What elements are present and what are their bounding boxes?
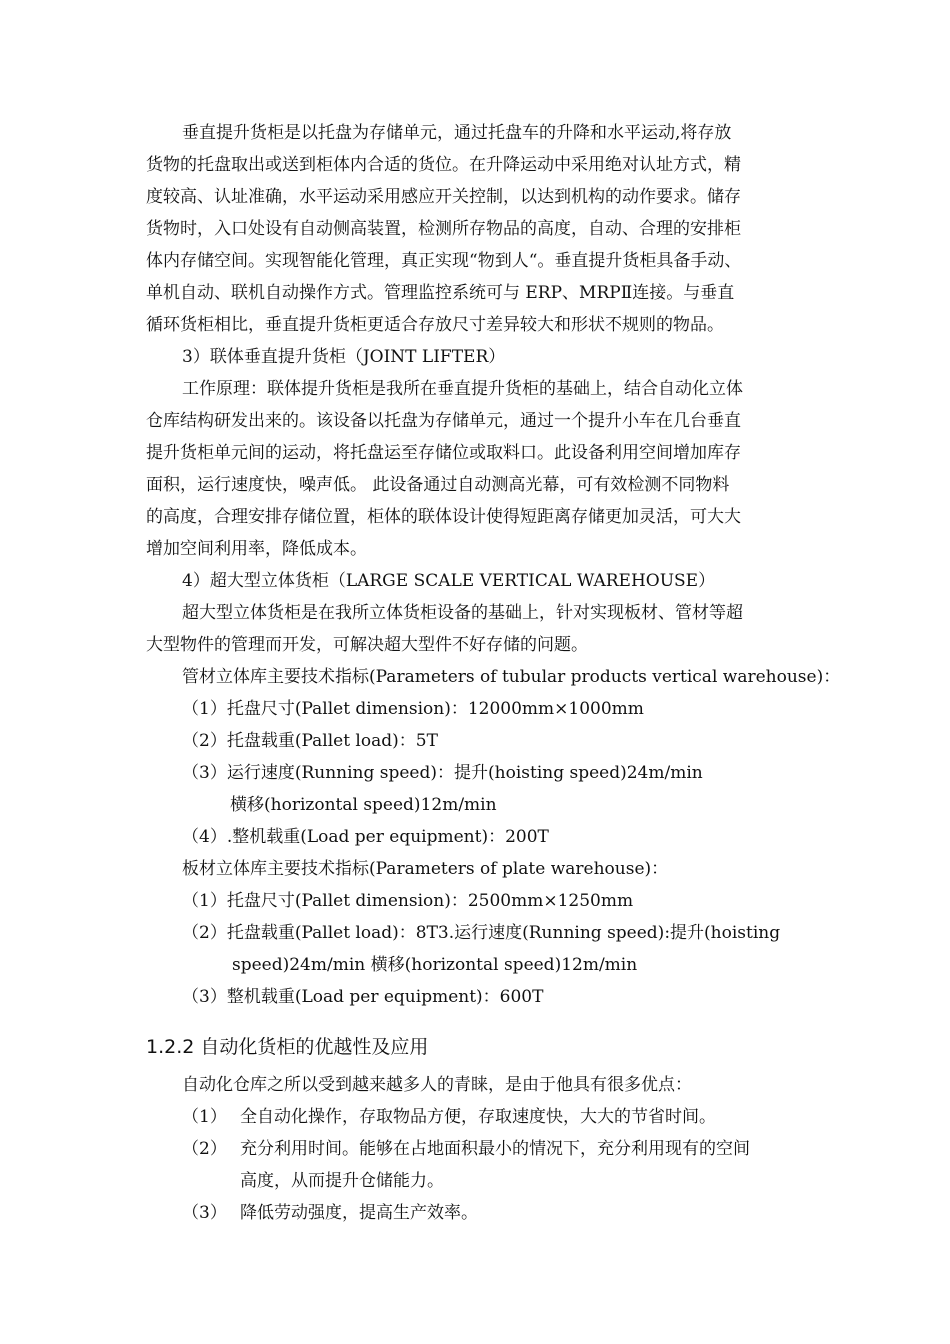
plate-params-title: 板材立体库主要技术指标(Parameters of plate warehouse)： xyxy=(182,859,669,879)
section-heading: 1.2.2 自动化货柜的优越性及应用 xyxy=(146,1036,429,1058)
tubular-param-item: 横移(horizontal speed)12m/min xyxy=(230,795,497,815)
section-intro: 自动化仓库之所以受到越来越多人的青睐，是由于他具有很多优点： xyxy=(182,1075,692,1095)
plate-param-item: （2）托盘载重(Pallet load)：8T3.运行速度(Running speed):提升(hoisting xyxy=(182,923,781,943)
advantage-text: 高度，从而提升仓储能力。 xyxy=(240,1171,444,1191)
plate-param-item: （1）托盘尺寸(Pallet dimension)：2500mm×1250mm xyxy=(182,891,634,911)
paragraph-line: 体内存储空间。实现智能化管理，真正实现“物到人“。垂直提升货柜具备手动、 xyxy=(146,251,742,271)
advantage-number: （2） xyxy=(182,1139,227,1159)
paragraph-line: 货物时，入口处设有自动侧高装置，检测所存物品的高度，自动、合理的安排柜 xyxy=(146,219,741,239)
paragraph-line: 单机自动、联机自动操作方式。管理监控系统可与 ERP、MRPⅡ连接。与垂直 xyxy=(146,283,735,303)
advantage-text: 降低劳动强度，提高生产效率。 xyxy=(240,1203,478,1223)
paragraph-line: 货物的托盘取出或送到柜体内合适的货位。在升降运动中采用绝对认址方式，精 xyxy=(146,155,741,175)
advantage-number: （3） xyxy=(182,1203,227,1223)
advantage-text: 充分利用时间。能够在占地面积最小的情况下，充分利用现有的空间 xyxy=(240,1139,750,1159)
tubular-param-item: （1）托盘尺寸(Pallet dimension)：12000mm×1000mm xyxy=(182,699,644,719)
tubular-param-item: （2）托盘载重(Pallet load)：5T xyxy=(182,731,438,751)
paragraph-line: 工作原理：联体提升货柜是我所在垂直提升货柜的基础上，结合自动化立体 xyxy=(182,379,743,399)
paragraph-line: 度较高、认址准确，水平运动采用感应开关控制，以达到机构的动作要求。储存 xyxy=(146,187,741,207)
paragraph-line: 超大型立体货柜是在我所立体货柜设备的基础上，针对实现板材、管材等超 xyxy=(182,603,743,623)
tubular-param-item: （4）.整机载重(Load per equipment)：200T xyxy=(182,827,549,847)
section-title-joint-lifter: 3）联体垂直提升货柜（JOINT LIFTER） xyxy=(182,347,506,367)
section-title-large-scale: 4）超大型立体货柜（LARGE SCALE VERTICAL WAREHOUSE） xyxy=(182,571,716,591)
paragraph-line: 仓库结构研发出来的。该设备以托盘为存储单元，通过一个提升小车在几台垂直 xyxy=(146,411,741,431)
paragraph-line: 的高度，合理安排存储位置，柜体的联体设计使得短距离存储更加灵活，可大大 xyxy=(146,507,741,527)
tubular-param-item: （3）运行速度(Running speed)：提升(hoisting speed)24m/min xyxy=(182,763,703,783)
tubular-params-title: 管材立体库主要技术指标(Parameters of tubular products vertical warehouse)： xyxy=(182,667,841,687)
paragraph-line: 面积，运行速度快，噪声低。 此设备通过自动测高光幕，可有效检测不同物料 xyxy=(146,475,730,495)
paragraph-line: 增加空间利用率，降低成本。 xyxy=(146,539,367,559)
plate-param-item: speed)24m/min 横移(horizontal speed)12m/min xyxy=(232,955,638,975)
paragraph-line: 循环货柜相比，垂直提升货柜更适合存放尺寸差异较大和形状不规则的物品。 xyxy=(146,315,724,335)
plate-param-item: （3）整机载重(Load per equipment)：600T xyxy=(182,987,544,1007)
advantage-text: 全自动化操作，存取物品方便，存取速度快，大大的节省时间。 xyxy=(240,1107,716,1127)
advantage-number: （1） xyxy=(182,1107,227,1127)
paragraph-line: 大型物件的管理而开发，可解决超大型件不好存储的问题。 xyxy=(146,635,588,655)
paragraph-line: 提升货柜单元间的运动，将托盘运至存储位或取料口。此设备利用空间增加库存 xyxy=(146,443,741,463)
paragraph-line: 垂直提升货柜是以托盘为存储单元，通过托盘车的升降和水平运动,将存放 xyxy=(182,123,732,143)
